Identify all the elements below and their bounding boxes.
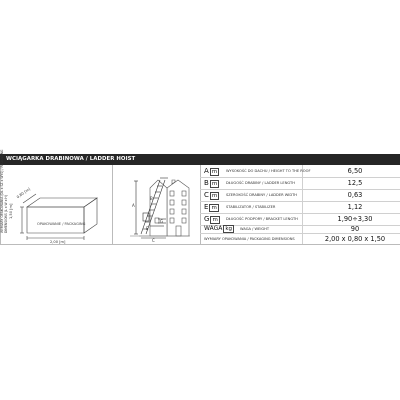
- packaging-vertical-caption: WYMIARY OPAKOWANIA (DŁ x SZ x WYS) / PACKAGING DIMENSIONS (L x W x H): [0, 149, 8, 233]
- spec-row-c: C m SZEROKOŚĆ DRABINY / LADDER WIDTH 0,63: [200, 189, 400, 202]
- packaging-length-dim: 2,00 [m]: [50, 240, 66, 244]
- diagram-label-b: B: [150, 196, 153, 201]
- packaging-box-drawing: [20, 194, 97, 240]
- packaging-label: OPAKOWANIE / PACKAGING: [37, 222, 86, 226]
- packaging-width-dim: 0,80 [m]: [16, 187, 31, 200]
- spec-row-a: A m WYSOKOŚĆ DO DACHU / HEIGHT TO THE ROOF 6,50: [200, 165, 400, 178]
- house-drawing: [150, 180, 189, 236]
- spec-row-g: G m DŁUGOŚĆ PODPORY / BRACKET LENGTH 1,90÷3,30: [200, 213, 400, 226]
- diagram-label-a: A: [132, 203, 135, 208]
- spec-row-packaging: WYMIARY OPAKOWANIA / PACKAGING DIMENSIONS 2,00 x 0,80 x 1,50: [204, 235, 386, 243]
- spec-row-e: E m STABILIZATOR / STABILIZER 1,12: [200, 201, 400, 214]
- section-title: WCIĄGARKA DRABINOWA / LADDER HOIST: [6, 156, 136, 162]
- diagram-label-e: E: [146, 226, 149, 231]
- diagram-label-c: C: [152, 238, 155, 243]
- diagram-label-g: G: [160, 219, 164, 224]
- packaging-height-dim: 1,50 [m]: [9, 203, 13, 219]
- spec-row-b: B m DŁUGOŚĆ DRABINY / LADDER LENGTH 12,5: [200, 177, 400, 190]
- spec-row-weight: WAGA kg WAGA / WEIGHT 90: [200, 225, 400, 234]
